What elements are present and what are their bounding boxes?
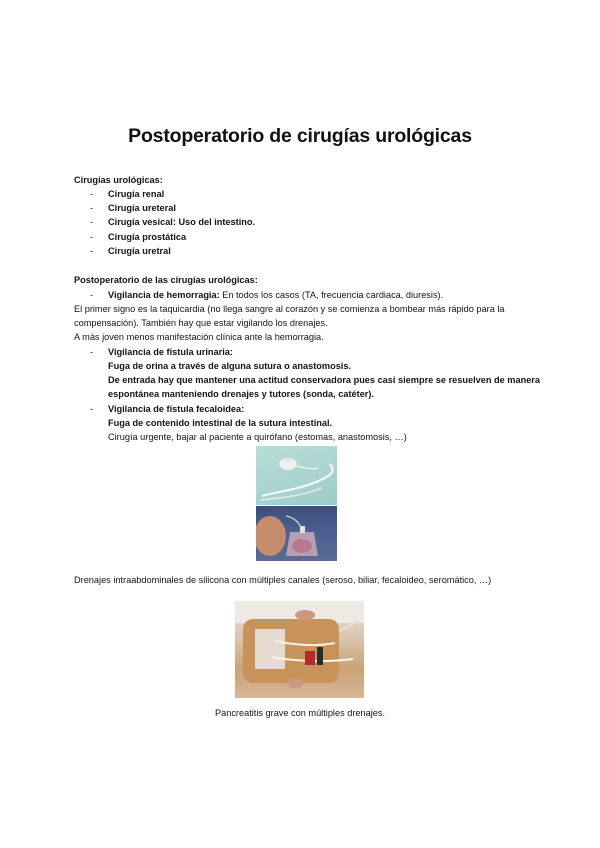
bullet-dash: - <box>90 246 94 256</box>
paragraph-line: compensación). También hay que estar vigilando los drenajes. <box>74 318 328 328</box>
list-item: Cirugía ureteral <box>108 203 176 213</box>
list-item: Cirugía uretral <box>108 246 171 256</box>
bullet-dash: - <box>90 290 94 300</box>
urinary-line-3: espontánea manteniendo drenajes y tutores (sonda, catéter). <box>108 389 374 399</box>
hemorrhage-label: Vigilancia de hemorragia: <box>108 290 220 300</box>
bullet-dash: - <box>90 203 94 213</box>
figure-caption: Drenajes intraabdominales de silicona con múltiples canales (seroso, biliar, fecaloideo, seromático, …) <box>74 575 492 585</box>
surgical-drains-illustration <box>235 601 364 698</box>
drain-product-photo <box>256 446 337 505</box>
fecal-line-1: Fuga de contenido intestinal de la sutura intestinal. <box>108 418 333 428</box>
drain-in-patient-photo <box>256 506 337 561</box>
paragraph-line: A más joven menos manifestación clínica ante la hemorragia. <box>74 332 324 342</box>
list-item: Cirugía renal <box>108 189 165 199</box>
section-heading-postop: Postoperatorio de las cirugías urológicas: <box>74 275 258 285</box>
bullet-dash: - <box>90 404 94 414</box>
figure-caption: Pancreatitis grave con múltiples drenajes. <box>214 708 386 718</box>
list-item: Cirugía vesical: Uso del intestino. <box>108 217 256 227</box>
bullet-dash: - <box>90 217 94 227</box>
fecal-line-2: Cirugía urgente, bajar al paciente a quirófano (estomas, anastomosis, …) <box>108 432 407 442</box>
drainage-bag-illustration <box>256 506 337 561</box>
hemorrhage-text: En todos los casos (TA, frecuencia cardiaca, diuresis). <box>222 290 444 300</box>
silicone-drain-illustration <box>256 446 337 505</box>
bullet-dash: - <box>90 232 94 242</box>
bullet-dash: - <box>90 189 94 199</box>
urinary-line-2: De entrada hay que mantener una actitud conservadora pues casi siempre se resuelven de manera <box>108 375 540 385</box>
section-heading-surgeries: Cirugías urológicas: <box>74 175 163 185</box>
list-item: Cirugía prostática <box>108 232 187 242</box>
pancreatitis-photo <box>235 601 364 698</box>
hemorrhage-line <box>108 289 443 301</box>
paragraph-line: El primer signo es la taquicardia (no llega sangre al corazón y se comienza a bombear más rápido para la <box>74 304 505 314</box>
bullet-dash: - <box>90 347 94 357</box>
urinary-line-1: Fuga de orina a través de alguna sutura o anastomosis. <box>108 361 352 371</box>
fecal-fistula-label: Vigilancia de fístula fecaloidea: <box>108 404 245 414</box>
urinary-fistula-label: Vigilancia de fístula urinaria: <box>108 347 233 357</box>
page-title: Postoperatorio de cirugías urológicas <box>128 125 472 147</box>
